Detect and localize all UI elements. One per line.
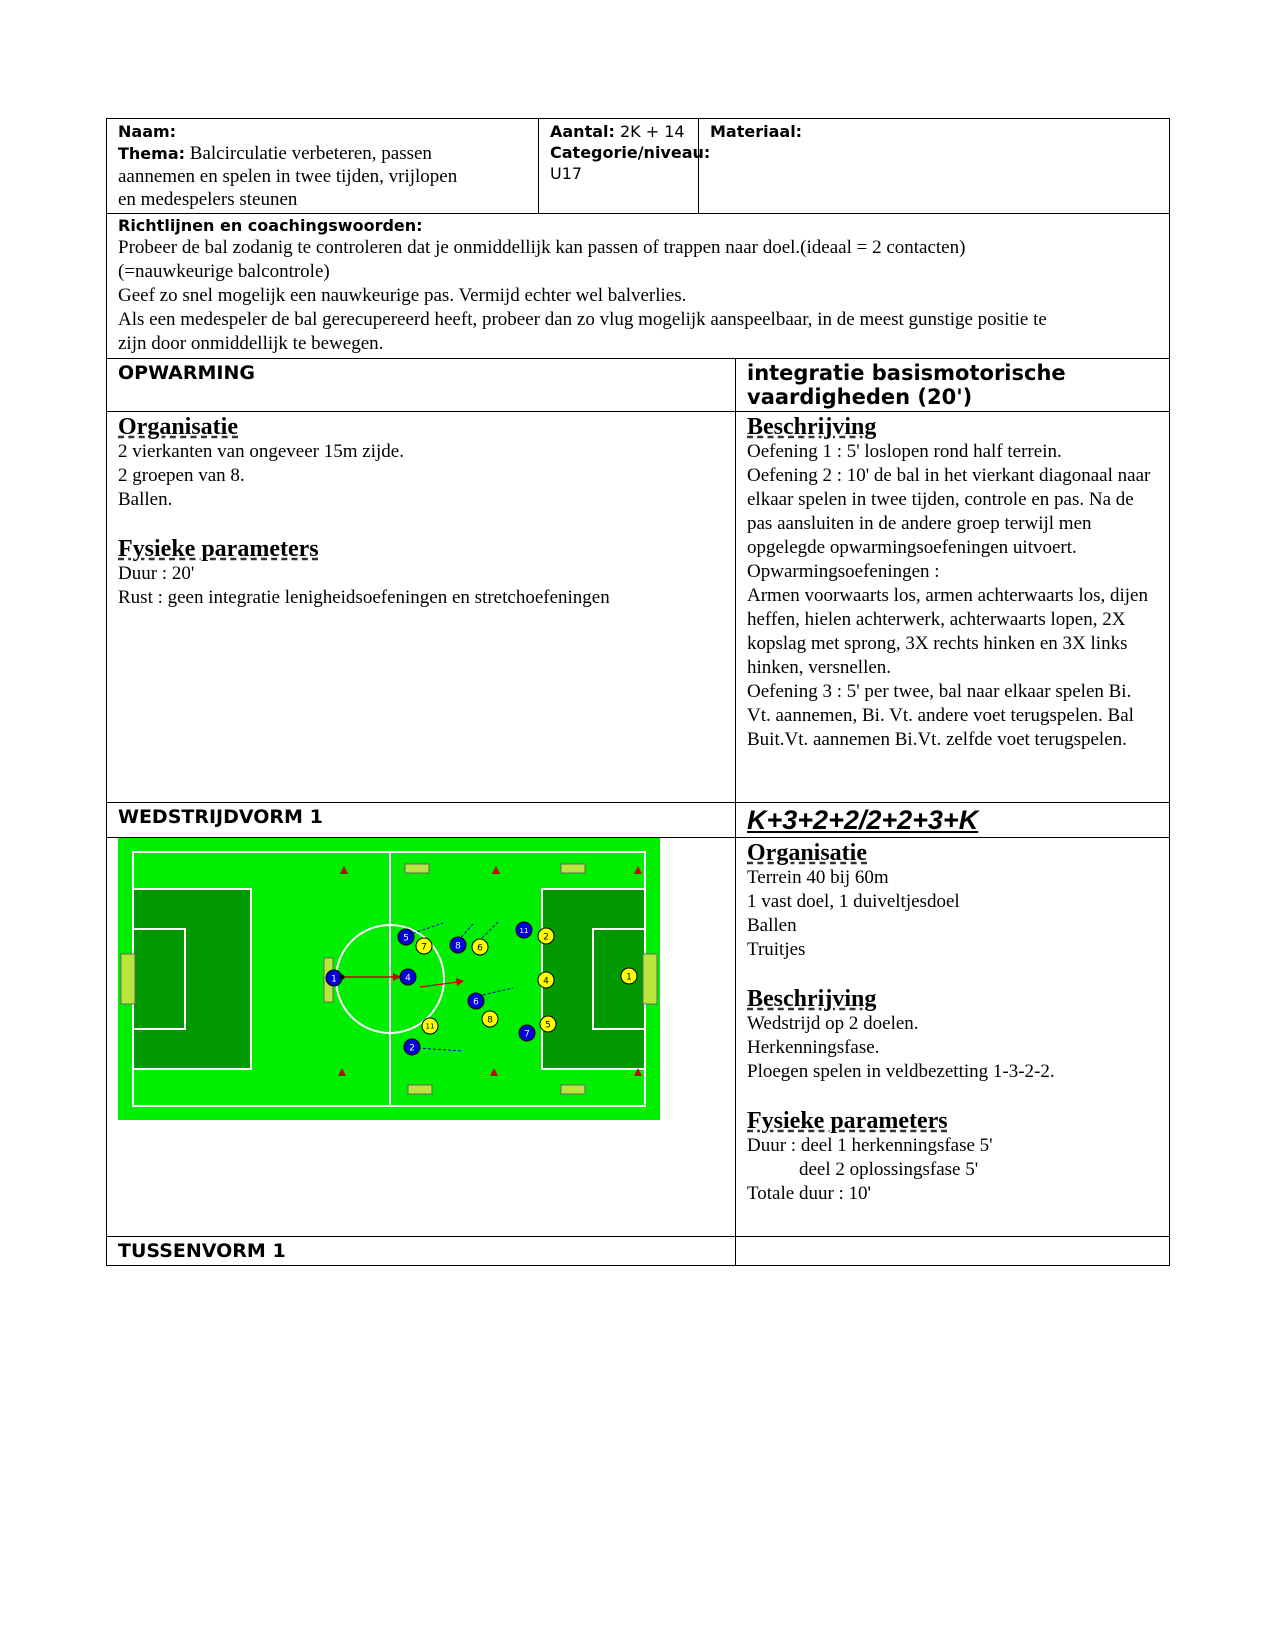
training-table (106, 118, 1170, 1266)
opwarming-right-title-cell (736, 359, 1170, 412)
opw-besch-line-6: Opwarmingsoefeningen : (747, 561, 940, 582)
wedstrijdvorm-fysieke-text (747, 1134, 1158, 1206)
blue-player (404, 1039, 420, 1055)
yellow-player (621, 968, 637, 984)
opw-besch-line-7: Armen voorwaarts los, armen achterwaarts los, dijen (747, 585, 1148, 606)
aantal-value: 2K + 14 (620, 122, 685, 141)
opw-besch-line-2: Oefening 2 : 10' de bal in het vierkant diagonaal naar (747, 465, 1151, 486)
yellow-player (422, 1018, 438, 1034)
wv-org-line-3: Ballen (747, 915, 797, 936)
wedstrijdvorm-right-cell (736, 838, 1170, 1237)
blue-player (468, 993, 484, 1009)
tussenvorm-right-cell (736, 1237, 1170, 1266)
yellow-player (416, 938, 432, 954)
opwarming-fysieke-text (118, 562, 724, 610)
opwarming-beschrijving-text (747, 440, 1158, 752)
wedstrijdvorm-body-row (107, 838, 1170, 1237)
opwarming-fysieke-title: Fysieke parameters (118, 536, 319, 562)
yellow-player-number: 5 (545, 1020, 551, 1031)
richtlijnen-cell (107, 214, 1170, 359)
materiaal-label: Materiaal: (710, 122, 803, 141)
wedstrijdvorm-beschrijving-title: Beschrijving (747, 986, 877, 1012)
opwarming-right-cell (736, 412, 1170, 803)
wv-org-line-2: 1 vast doel, 1 duiveltjesdoel (747, 891, 960, 912)
richtlijnen-label: Richtlijnen en coachingswoorden: (118, 216, 423, 235)
yellow-player (540, 1016, 556, 1032)
opw-besch-line-9: kopslag met sprong, 3X rechts hinken en 3X links (747, 633, 1128, 654)
thema-line-1: Balcirculatie verbeteren, passen (189, 143, 432, 164)
opwarming-right-title-1: integratie basismotorische (747, 361, 1066, 385)
opw-besch-line-3: elkaar spelen in twee tijden, controle en pas. Na de (747, 489, 1134, 510)
mini-goal-bottom-left (408, 1085, 432, 1094)
materiaal-cell (699, 119, 1170, 214)
wedstrijdvorm-fysieke-title: Fysieke parameters (747, 1108, 948, 1134)
training-sheet (106, 118, 1169, 1266)
opw-besch-line-11: Oefening 3 : 5' per twee, bal naar elkaar spelen Bi. (747, 681, 1132, 702)
wv-fys-line-1: Duur : deel 1 herkenningsfase 5' (747, 1135, 993, 1156)
aantal-line (550, 121, 687, 142)
blue-player-number: 8 (455, 941, 461, 952)
naam-label: Naam: (118, 122, 177, 141)
soccer-field-diagram (118, 838, 660, 1120)
yellow-player-number: 8 (487, 1015, 493, 1026)
blue-player (516, 922, 532, 938)
opwarming-title-cell (107, 359, 736, 412)
blue-player-number: 5 (403, 933, 409, 944)
wv-besch-line-3: Ploegen spelen in veldbezetting 1-3-2-2. (747, 1061, 1055, 1082)
blue-player (400, 969, 416, 985)
blue-player-number: 6 (473, 997, 479, 1008)
yellow-player (538, 928, 554, 944)
right-goal (643, 954, 657, 1004)
yellow-player (472, 939, 488, 955)
opwarming-org-line-1: 2 vierkanten van ongeveer 15m zijde. (118, 441, 404, 462)
yellow-player-number: 7 (421, 942, 427, 953)
opwarming-fys-line-1: Duur : 20' (118, 563, 195, 584)
opw-besch-line-10: hinken, versnellen. (747, 657, 892, 678)
richtlijnen-line-1: Probeer de bal zodanig te controleren dat je onmiddellijk kan passen of trappen naar doel.(ideaal = 2 contacten) (118, 237, 966, 258)
wv-fys-line-3: Totale duur : 10' (747, 1183, 871, 1204)
header-row (107, 119, 1170, 214)
richtlijnen-line-2: (=nauwkeurige balcontrole) (118, 261, 330, 282)
yellow-player-number: 2 (543, 932, 549, 943)
naam-cell (107, 119, 539, 214)
thema-line-2: aannemen en spelen in twee tijden, vrijlopen (118, 166, 458, 187)
wedstrijdvorm-left-cell (107, 838, 736, 1237)
yellow-player (482, 1011, 498, 1027)
wedstrijdvorm-title-cell (107, 803, 736, 838)
right-goal-area (593, 929, 645, 1029)
thema-line-3: en medespelers steunen (118, 189, 298, 210)
mini-goal-top-right (561, 864, 585, 873)
opwarming-organisatie-text (118, 440, 724, 512)
blue-player-number: 4 (405, 973, 411, 984)
blue-player-number: 1 (331, 974, 337, 985)
yellow-player (538, 972, 554, 988)
blue-player (326, 970, 342, 986)
wv-org-line-4: Truitjes (747, 939, 806, 960)
wedstrijdvorm-formula: K+3+2+2/2+2+3+K (747, 805, 979, 835)
opw-besch-line-8: heffen, hielen achterwerk, achterwaarts lopen, 2X (747, 609, 1126, 630)
mini-goal-bottom-right (561, 1085, 585, 1094)
yellow-player-number: 1 (626, 972, 632, 983)
wedstrijdvorm-header-row (107, 803, 1170, 838)
opwarming-fys-line-2: Rust : geen integratie lenigheidsoefeningen en stretchoefeningen (118, 587, 610, 608)
blue-player-number: 2 (409, 1043, 415, 1054)
richtlijnen-text (118, 236, 1158, 356)
opw-besch-line-4: pas aansluiten in de andere groep terwijl men (747, 513, 1092, 534)
opwarming-header-row (107, 359, 1170, 412)
blue-player-number: 11 (519, 927, 529, 935)
blue-player (519, 1025, 535, 1041)
opwarming-org-line-3: Ballen. (118, 489, 173, 510)
aantal-cell (539, 119, 711, 214)
opw-besch-line-1: Oefening 1 : 5' loslopen rond half terrein. (747, 441, 1062, 462)
ball-icon (340, 975, 345, 980)
opwarming-body-row (107, 412, 1170, 803)
wedstrijdvorm-organisatie-text (747, 866, 1158, 962)
aantal-label: Aantal: (550, 122, 615, 141)
opwarming-right-title-2: vaardigheden (20') (747, 385, 973, 409)
richtlijnen-line-3: Geef zo snel mogelijk een nauwkeurige pas. Vermijd echter wel balverlies. (118, 285, 687, 306)
wv-besch-line-1: Wedstrijd op 2 doelen. (747, 1013, 919, 1034)
opw-besch-line-5: opgelegde opwarmingsoefeningen uitvoert. (747, 537, 1077, 558)
wv-besch-line-2: Herkenningsfase. (747, 1037, 880, 1058)
opwarming-left-cell (107, 412, 736, 803)
opwarming-beschrijving-title: Beschrijving (747, 414, 877, 440)
yellow-player-number: 11 (425, 1022, 435, 1031)
blue-player (398, 929, 414, 945)
wv-fys-line-2: deel 2 oplossingsfase 5' (799, 1159, 979, 1180)
wedstrijdvorm-beschrijving-text (747, 1012, 1158, 1084)
opw-besch-line-12: Vt. aannemen, Bi. Vt. andere voet terugspelen. Bal (747, 705, 1134, 726)
blue-player-number: 7 (524, 1029, 530, 1040)
wv-org-line-1: Terrein 40 bij 60m (747, 867, 889, 888)
yellow-player-number: 4 (543, 976, 549, 987)
tussenvorm-title-cell (107, 1237, 736, 1266)
opwarming-org-line-2: 2 groepen van 8. (118, 465, 245, 486)
opwarming-title: OPWARMING (118, 362, 255, 384)
richtlijnen-row (107, 214, 1170, 359)
categorie-value: U17 (550, 164, 583, 183)
richtlijnen-line-4: Als een medespeler de bal gerecupereerd heeft, probeer dan zo vlug mogelijk aanspeelbaar, in de meest gunstige positie te (118, 309, 1047, 330)
yellow-player-number: 6 (477, 943, 483, 954)
categorie-label: Categorie/niveau: (550, 143, 711, 162)
tussenvorm-header-row (107, 1237, 1170, 1266)
left-goal (121, 954, 135, 1004)
richtlijnen-line-5: zijn door onmiddellijk te bewegen. (118, 333, 384, 354)
mini-goal-top-left (405, 864, 429, 873)
wedstrijdvorm-formula-cell (736, 803, 1170, 838)
opwarming-organisatie-title: Organisatie (118, 414, 238, 440)
opw-besch-line-13: Buit.Vt. aannemen Bi.Vt. zelfde voet terugspelen. (747, 729, 1127, 750)
wedstrijdvorm-title: WEDSTRIJDVORM 1 (118, 806, 323, 828)
left-goal-area (133, 929, 185, 1029)
thema-block (118, 142, 527, 211)
thema-label: Thema: (118, 144, 186, 163)
blue-player (450, 937, 466, 953)
tussenvorm-title: TUSSENVORM 1 (118, 1240, 286, 1262)
wedstrijdvorm-organisatie-title: Organisatie (747, 840, 867, 866)
